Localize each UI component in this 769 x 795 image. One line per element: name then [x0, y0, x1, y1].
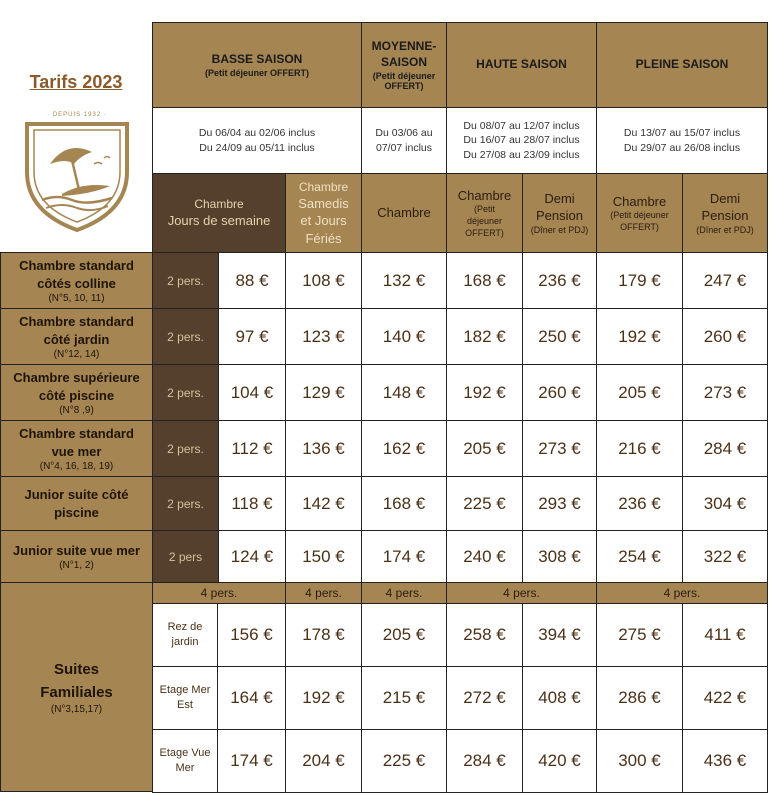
- price-cell: 88 €: [218, 252, 286, 309]
- price-cell: 236 €: [596, 476, 683, 531]
- room-numbers: (N°1, 2): [59, 559, 94, 571]
- price-cell: 236 €: [522, 252, 597, 309]
- price-cell: 258 €: [446, 603, 523, 667]
- price-cell: 174 €: [361, 530, 447, 583]
- room-name-cell: [0, 420, 153, 477]
- price-cell: 204 €: [285, 729, 362, 793]
- room-numbers: (N°12, 14): [53, 348, 100, 360]
- room-name-cell: [0, 476, 153, 531]
- price-cell: 293 €: [522, 476, 597, 531]
- price-cell: 205 €: [361, 603, 447, 667]
- price-cell: 97 €: [218, 308, 286, 365]
- room-numbers: (N°4, 16, 18, 19): [39, 460, 114, 472]
- room-numbers: (N°5, 10, 11): [48, 292, 105, 304]
- suites-label-cell: Suites Familiales (N°3,15,17): [0, 582, 153, 792]
- logo-text: · DEPUIS 1932 ·: [47, 112, 107, 118]
- room-capacity: 2 pers.: [152, 364, 219, 421]
- col-haute-demi-header: Demi Pension (Dîner et PDJ): [522, 173, 597, 253]
- room-name: Junior suite vue mer: [12, 543, 141, 559]
- price-cell: 250 €: [522, 308, 597, 365]
- price-cell: 168 €: [361, 476, 447, 531]
- season-basse-dates: Du 06/04 au 02/06 inclus Du 24/09 au 05/11 inclus: [152, 107, 362, 174]
- season-pleine-header: PLEINE SAISON: [596, 22, 768, 108]
- season-moyenne-dates: Du 03/06 au 07/07 inclus: [361, 107, 447, 174]
- beach-umbrella-logo-icon: [22, 112, 132, 232]
- price-cell: 225 €: [361, 729, 447, 793]
- price-cell: 247 €: [682, 252, 768, 309]
- room-name-cell: [0, 530, 153, 583]
- season-pleine-dates: Du 13/07 au 15/07 inclus Du 29/07 au 26/08 inclus: [596, 107, 768, 174]
- price-cell: 240 €: [446, 530, 523, 583]
- price-cell: 411 €: [682, 603, 768, 667]
- price-cell: 273 €: [522, 420, 597, 477]
- price-cell: 260 €: [682, 308, 768, 365]
- title-area: [0, 22, 152, 252]
- price-cell: 394 €: [522, 603, 597, 667]
- room-name: Chambre standard: [19, 314, 134, 330]
- room-name: Chambre standard: [19, 426, 134, 442]
- price-cell: 284 €: [682, 420, 768, 477]
- suites-pers-moyenne: 4 pers.: [361, 582, 447, 604]
- room-name: piscine: [54, 504, 99, 520]
- room-name: vue mer: [51, 444, 102, 459]
- room-name-cell: [0, 252, 153, 309]
- price-cell: 286 €: [596, 666, 683, 730]
- price-cell: 215 €: [361, 666, 447, 730]
- season-moyenne-header: MOYENNE- SAISON (Petit déjeuner OFFERT): [361, 22, 447, 108]
- price-cell: 272 €: [446, 666, 523, 730]
- price-cell: 156 €: [217, 603, 286, 667]
- price-cell: 124 €: [218, 530, 286, 583]
- price-cell: 205 €: [446, 420, 523, 477]
- price-cell: 162 €: [361, 420, 447, 477]
- col-pleine-chambre-header: Chambre (Petit déjeuner OFFERT): [596, 173, 683, 253]
- col-pleine-demi-header: Demi Pension (Dîner et PDJ): [682, 173, 768, 253]
- col-moyenne-header: Chambre: [361, 173, 447, 253]
- room-capacity: 2 pers.: [152, 252, 219, 309]
- suites-pers-pleine: 4 pers.: [596, 582, 768, 604]
- room-numbers: (N°8 ,9): [59, 404, 94, 416]
- price-cell: 216 €: [596, 420, 683, 477]
- price-cell: 436 €: [682, 729, 768, 793]
- season-basse-header: BASSE SAISON (Petit déjeuner OFFERT): [152, 22, 362, 108]
- price-cell: 174 €: [217, 729, 286, 793]
- page-title: Tarifs 2023: [29, 72, 123, 92]
- room-capacity: 2 pers: [152, 530, 219, 583]
- room-name: côté piscine: [38, 388, 115, 403]
- suites-pers-haute: 4 pers.: [446, 582, 597, 604]
- price-cell: 108 €: [285, 252, 362, 309]
- room-name-cell: [0, 364, 153, 421]
- price-cell: 150 €: [285, 530, 362, 583]
- suite-type: Rez de jardin: [152, 603, 218, 667]
- price-cell: 179 €: [596, 252, 683, 309]
- price-cell: 284 €: [446, 729, 523, 793]
- price-cell: 168 €: [446, 252, 523, 309]
- suites-pers-basse-weekend: 4 pers.: [285, 582, 362, 604]
- price-cell: 308 €: [522, 530, 597, 583]
- season-haute-header: HAUTE SAISON: [446, 22, 597, 108]
- price-cell: 142 €: [285, 476, 362, 531]
- price-cell: 273 €: [682, 364, 768, 421]
- price-cell: 104 €: [218, 364, 286, 421]
- price-cell: 420 €: [522, 729, 597, 793]
- room-name: Chambre supérieure: [13, 370, 140, 386]
- price-cell: 192 €: [446, 364, 523, 421]
- room-name: Junior suite côté: [24, 486, 129, 502]
- price-cell: 129 €: [285, 364, 362, 421]
- room-capacity: 2 pers.: [152, 308, 219, 365]
- price-cell: 164 €: [217, 666, 286, 730]
- price-cell: 112 €: [218, 420, 286, 477]
- room-name-cell: [0, 308, 153, 365]
- room-capacity: 2 pers.: [152, 420, 219, 477]
- price-cell: 225 €: [446, 476, 523, 531]
- room-capacity: 2 pers.: [152, 476, 219, 531]
- col-haute-chambre-header: Chambre (Petit déjeuner OFFERT): [446, 173, 523, 253]
- price-cell: 300 €: [596, 729, 683, 793]
- room-name: côté jardin: [43, 332, 110, 347]
- price-cell: 322 €: [682, 530, 768, 583]
- price-cell: 118 €: [218, 476, 286, 531]
- price-cell: 254 €: [596, 530, 683, 583]
- price-cell: 205 €: [596, 364, 683, 421]
- room-name: côtés colline: [37, 276, 116, 291]
- price-cell: 123 €: [285, 308, 362, 365]
- price-cell: 140 €: [361, 308, 447, 365]
- suite-type: Etage Mer Est: [152, 666, 218, 730]
- price-cell: 408 €: [522, 666, 597, 730]
- price-cell: 136 €: [285, 420, 362, 477]
- price-cell: 304 €: [682, 476, 768, 531]
- col-basse-week-header: Chambre Jours de semaine: [152, 173, 286, 253]
- room-name: Chambre standard: [19, 258, 134, 274]
- price-cell: 132 €: [361, 252, 447, 309]
- season-haute-dates: Du 08/07 au 12/07 inclus Du 16/07 au 28/07 inclus Du 27/08 au 23/09 inclus: [446, 107, 597, 174]
- price-cell: 422 €: [682, 666, 768, 730]
- price-cell: 182 €: [446, 308, 523, 365]
- col-basse-weekend-header: Chambre Samedis et Jours Fériés: [285, 173, 362, 253]
- price-cell: 192 €: [596, 308, 683, 365]
- price-cell: 260 €: [522, 364, 597, 421]
- price-cell: 148 €: [361, 364, 447, 421]
- price-cell: 275 €: [596, 603, 683, 667]
- suites-pers-basse: 4 pers.: [152, 582, 286, 604]
- suite-type: Etage Vue Mer: [152, 729, 218, 793]
- logo: [22, 112, 132, 232]
- price-cell: 178 €: [285, 603, 362, 667]
- price-cell: 192 €: [285, 666, 362, 730]
